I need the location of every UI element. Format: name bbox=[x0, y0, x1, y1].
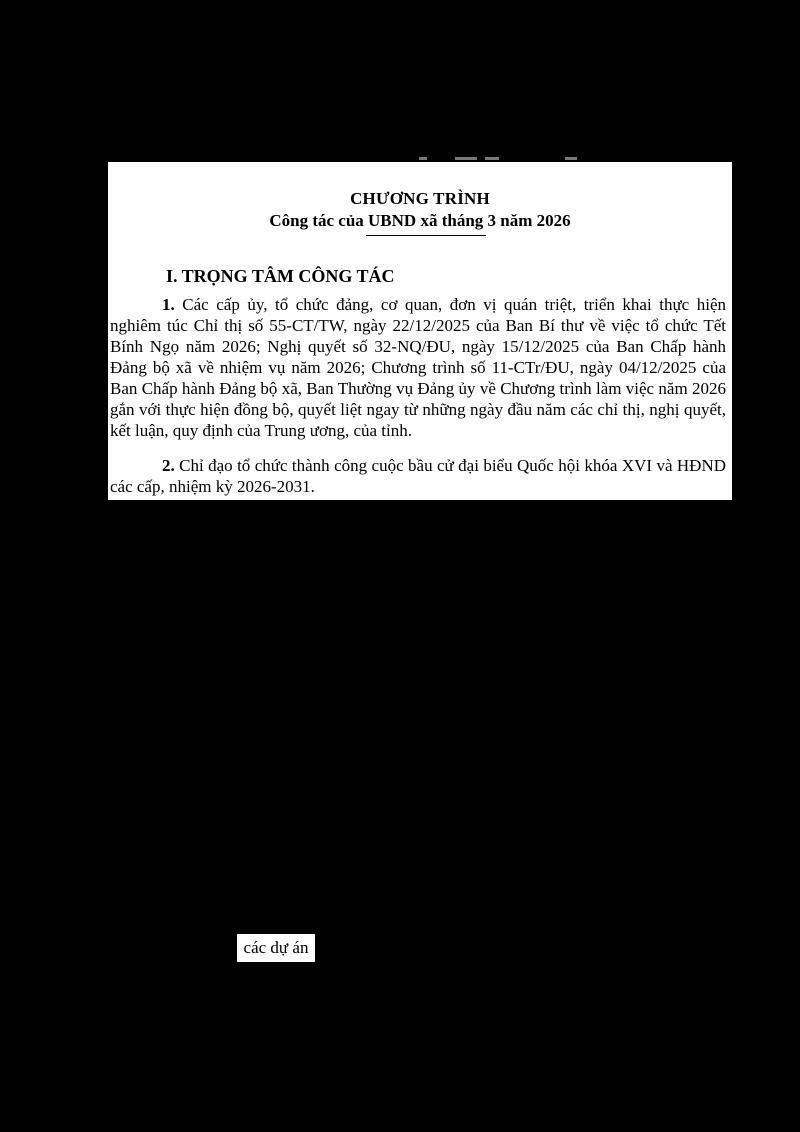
document-title: CHƯƠNG TRÌNH bbox=[350, 189, 490, 208]
section-heading: I. TRỌNG TÂM CÔNG TÁC bbox=[166, 266, 395, 286]
paragraph-1-number: 1. bbox=[162, 295, 175, 314]
paragraph-1-text: Các cấp ủy, tổ chức đảng, cơ quan, đơn vị quán triệt, triển khai thực hiện nghiêm túc Chỉ thị số 55-CT/TW, ngày 22/12/2025 của Ban Bí thư về việc tổ chức Tết Bính Ngọ năm 2026; Nghị quyết số 32-NQ/ĐU, ngày 15/12/2025 của Ban Chấp hành Đảng bộ xã về nhiệm vụ năm 2026; Chương trình số 11-CTr/ĐU, ngày 04/12/2025 của Ban Chấp hành Đảng bộ xã, Ban Thường vụ Đảng ủy về Chương trình làm việc năm 2026 gắn với thực hiện đồng bộ, quyết liệt ngay từ những ngày đầu năm các chỉ thị, nghị quyết, kết luận, quy định của Trung ương, của tỉnh. bbox=[110, 295, 726, 440]
paragraph-1 bbox=[110, 294, 726, 441]
paragraph-2 bbox=[110, 455, 726, 497]
title-underline bbox=[366, 235, 486, 236]
paragraph-2-text: Chỉ đạo tổ chức thành công cuộc bầu cử đại biểu Quốc hội khóa XVI và HĐND các cấp, nhiệm kỳ 2026-2031. bbox=[110, 456, 726, 496]
text-fragment: các dự án bbox=[237, 934, 315, 962]
document-subtitle: Công tác của UBND xã tháng 3 năm 2026 bbox=[269, 211, 571, 230]
paragraph-2-number: 2. bbox=[162, 456, 175, 475]
cropped-text-remnant bbox=[415, 155, 580, 161]
document-panel bbox=[108, 162, 732, 500]
